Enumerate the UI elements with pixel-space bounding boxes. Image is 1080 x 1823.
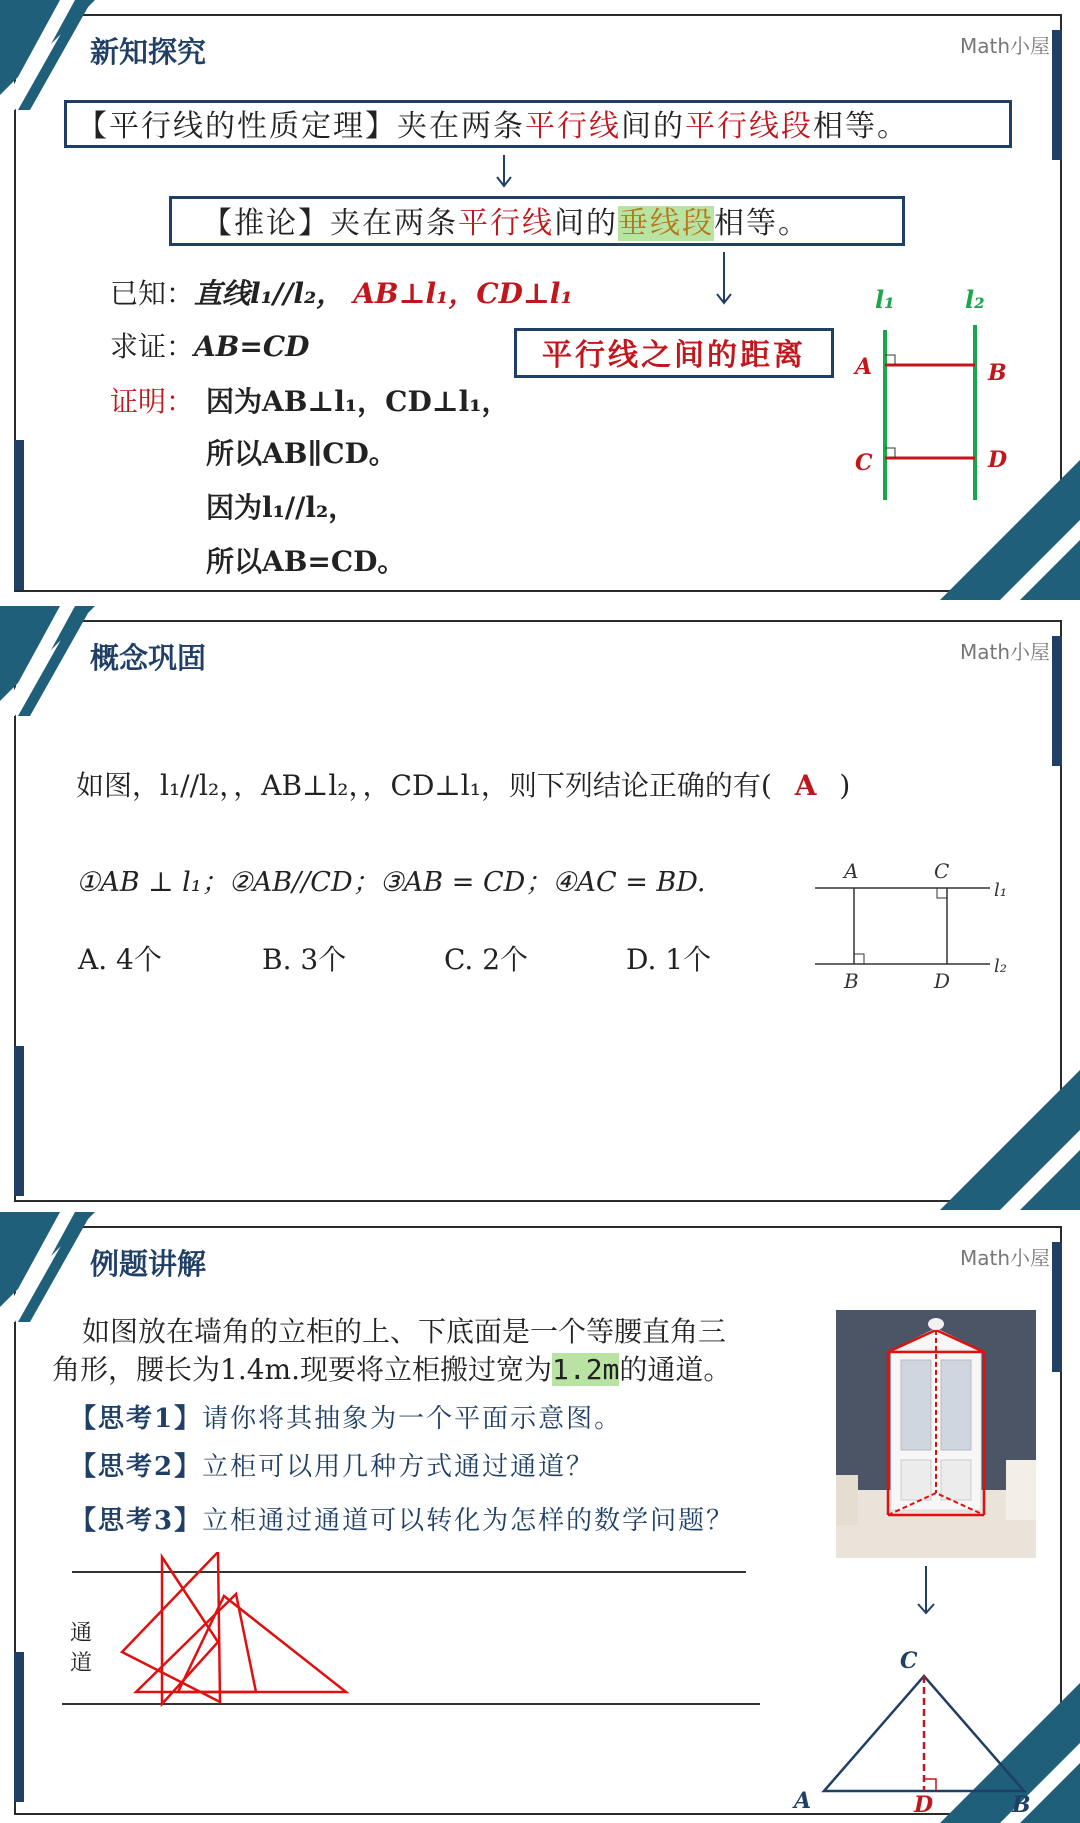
label-l2: l₂ <box>994 956 1007 977</box>
theorem-text: 相等。 <box>813 109 909 144</box>
think-tag: 【思考2】 <box>70 1452 203 1482</box>
slide-example <box>0 1212 1080 1823</box>
option-c[interactable]: C. 2个 <box>444 943 529 976</box>
theorem-box <box>64 100 1012 148</box>
question-close: ) <box>839 769 851 802</box>
side-bar <box>1052 1242 1062 1372</box>
distance-box: 平行线之间的距离 <box>514 328 834 378</box>
brand-watermark: Math小屋 <box>959 640 1050 664</box>
theorem-text: 间的 <box>621 109 685 144</box>
brand-watermark: Math小屋 <box>959 34 1050 58</box>
question-text: 如图，l₁//l₂，，AB⊥l₂，，CD⊥l₁，则下列结论正确的有( <box>76 769 772 802</box>
label-B: B <box>1012 1792 1031 1816</box>
proof-step: 因为AB⊥l₁，CD⊥l₁， <box>206 385 510 418</box>
slide-title: 例题讲解 <box>90 1247 207 1281</box>
arrow-down-icon <box>494 155 514 189</box>
statements-line: ①AB ⊥ l₁；②AB//CD；③AB = CD；④AC = BD. <box>76 867 706 898</box>
think-text: 立柜可以用几种方式通过通道？ <box>202 1452 595 1482</box>
side-bar <box>14 1046 24 1196</box>
label-D: D <box>934 969 951 993</box>
label-C: C <box>855 450 873 476</box>
cabinet-photo <box>836 1310 1036 1558</box>
theorem-text: 【平行线的性质定理】夹在两条 <box>77 109 525 144</box>
corollary-text: 【推论】夹在两条 <box>202 206 458 241</box>
option-a[interactable]: A. 4个 <box>78 943 162 976</box>
given-lines: 直线l₁//l₂， <box>194 277 345 310</box>
arrow-down-icon <box>914 1566 938 1616</box>
theorem-highlight: 平行线 <box>525 109 621 144</box>
label-l1: l₁ <box>875 285 895 314</box>
think-text: 立柜通过通道可以转化为怎样的数学问题？ <box>202 1506 735 1536</box>
think-2 <box>70 1446 594 1483</box>
question-line <box>76 764 850 804</box>
think-3 <box>70 1500 734 1537</box>
problem-text: 角形，腰长为1.4m.现要将立柜搬过宽为 <box>52 1353 552 1386</box>
side-bar <box>14 440 24 590</box>
prove-line <box>110 325 309 365</box>
given-label: 已知： <box>110 277 195 310</box>
given-perpendicular: AB⊥l₁，CD⊥l₁ <box>353 277 573 310</box>
side-bar <box>1052 636 1062 766</box>
label-A: A <box>794 1788 812 1814</box>
side-bar <box>1052 30 1062 160</box>
problem-line: 如图放在墙角的立柜的上、下底面是一个等腰直角三 <box>82 1315 727 1348</box>
perpendicular-figure <box>810 846 1020 996</box>
channel-label: 通 <box>70 1621 93 1646</box>
side-bar <box>14 1652 24 1802</box>
parallel-lines-figure <box>840 280 1020 510</box>
think-tag: 【思考3】 <box>70 1506 203 1536</box>
option-b[interactable]: B. 3个 <box>262 943 347 976</box>
brand-watermark: Math小屋 <box>959 1246 1050 1270</box>
theorem-highlight: 平行线段 <box>685 109 813 144</box>
arrow-down-icon <box>714 252 734 306</box>
think-tag: 【思考1】 <box>70 1404 203 1434</box>
answer-text: A <box>794 769 817 802</box>
proof-step: 所以AB∥CD。 <box>206 437 397 470</box>
proof-label: 证明： <box>110 385 195 418</box>
label-B: B <box>844 969 859 993</box>
option-d[interactable]: D. 1个 <box>626 943 712 976</box>
proof-step: 因为l₁//l₂， <box>206 491 357 524</box>
slide-concept-review <box>0 606 1080 1210</box>
label-C: C <box>900 1648 918 1674</box>
label-C: C <box>934 859 950 883</box>
prove-label: 求证： <box>110 330 195 363</box>
think-text: 请你将其抽象为一个平面示意图。 <box>202 1404 623 1434</box>
label-A: A <box>855 354 873 380</box>
slide-new-knowledge <box>0 0 1080 600</box>
passage-diagram <box>56 1552 776 1752</box>
problem-line <box>52 1348 731 1388</box>
label-D: D <box>914 1792 934 1816</box>
proof-step: 所以AB=CD。 <box>206 545 406 578</box>
corollary-highlight: 平行线 <box>458 206 554 241</box>
passage-width: 1.2m <box>551 1353 620 1386</box>
corner-decoration-icon <box>880 1010 1080 1210</box>
slide-title: 新知探究 <box>90 35 207 69</box>
problem-text: 的通道。 <box>619 1353 732 1386</box>
corollary-text: 间的 <box>554 206 618 241</box>
label-B: B <box>988 360 1007 386</box>
label-A: A <box>844 859 859 883</box>
slide-title: 概念巩固 <box>90 641 207 675</box>
label-l2: l₂ <box>965 285 985 314</box>
given-line <box>110 272 573 312</box>
label-l1: l₁ <box>994 880 1007 901</box>
corollary-text: 相等。 <box>714 206 810 241</box>
think-1 <box>70 1398 622 1435</box>
channel-label: 道 <box>70 1651 93 1676</box>
corollary-box <box>169 196 905 246</box>
prove-text: AB=CD <box>194 330 310 363</box>
label-D: D <box>988 447 1008 473</box>
corollary-key-term: 垂线段 <box>618 206 714 241</box>
triangle-figure <box>780 1616 1040 1816</box>
